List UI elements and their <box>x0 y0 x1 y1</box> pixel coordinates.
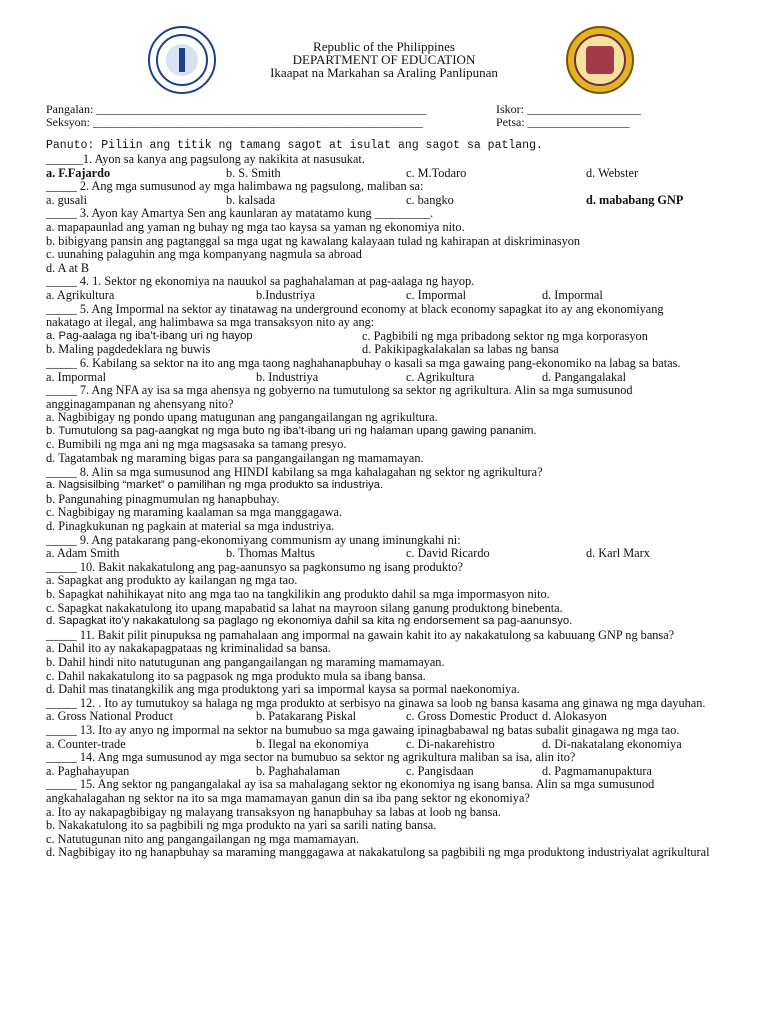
choice-line: c. Sapagkat nakakatulong ito upang mapabatid sa lahat na mayroon silang ganung produktong binebenta. <box>46 600 563 615</box>
choice-option: b. S. Smith <box>226 165 281 180</box>
question-stem: _____ 5. Ang Impormal na sektor ay tinatawag na underground economy at black economy sapagkat ito ay ang ekonomiyang nakatago at ilegal, ang halimbawa sa mga transaksyon nito ay ang: <box>46 301 664 330</box>
choice-row <box>46 738 710 752</box>
choice-line: d. Tagatambak ng maraming bigas para sa pangangailangan ng mamamayan. <box>46 451 424 466</box>
question-stem: _____ 14. Ang mga sumusunod ay mga sector na bumubuo sa sektor ng agrikultura maliban sa isa, alin ito? <box>46 750 576 765</box>
choice-option: a. Gross National Product <box>46 709 174 724</box>
question-stem: _____ 3. Ayon kay Amartya Sen ang kaunlaran ay matatamo kung _________. <box>46 206 434 221</box>
question-stem: _____ 10. Bakit nakakatulong ang pag-aanunsyo sa pagkonsumo ng isang produkto? <box>46 559 463 574</box>
choice-option: c. M.Todaro <box>406 165 467 180</box>
choice-line: c. Bumibili ng mga ani ng mga magsasaka sa tamang presyo. <box>46 437 347 452</box>
choice-line: a. Ito ay nakapagbibigay ng malayang transaksyon ng hanapbuhay sa labas at loob ng bansa. <box>46 804 501 819</box>
choice-line: d. A at B <box>46 260 90 275</box>
choice-line: a. Dahil ito ay nakakapagpataas ng kriminalidad sa bansa. <box>46 641 331 656</box>
choice-row <box>46 167 710 181</box>
seksyon-field[interactable]: Seksyon: _______________________________________________________ <box>46 115 424 129</box>
choice-row <box>46 547 710 561</box>
question-stem: _____ 15. Ang sektor ng pangangalakal ay isa sa mahalagang sektor ng ekonomiya ng isang bansa. Alin sa mga sumusunod angkahalagahan ng sektor na ito sa mga mamamayan ganun din sa iba pang sektor ng ekonomiya? <box>46 777 655 805</box>
choice-option: d. Alokasyon <box>542 709 607 724</box>
question-stem: _____ 2. Ang mga sumusunod ay mga halimbawa ng pagsulong, maliban sa: <box>46 179 424 194</box>
question-stem: _____ 13. Ito ay anyo ng impormal na sektor na bumubuo sa mga gawaing ipinagbabawal ng batas subalit ginagawa ng mga tao. <box>46 722 680 737</box>
question-stem: _____ 6. Kabilang sa sektor na ito ang mga taong naghahanapbuhay o kasali sa mga gawaing pang-ekonomiko na labag sa batas. <box>46 355 681 370</box>
choice-option: a. Agrikultura <box>46 287 115 302</box>
choice-option: c. Gross Domestic Product <box>406 709 538 724</box>
choice-option: a. Paghahayupan <box>46 763 130 778</box>
choice-option: a. Counter-trade <box>46 736 126 751</box>
choice-option: b. Industriya <box>256 369 319 384</box>
choice-option: a. Adam Smith <box>46 546 120 561</box>
choice-line: b. Pangunahing pinagmumulan ng hanapbuhay. <box>46 491 280 506</box>
choice-option: c. Pagbibili ng mga pribadong sektor ng mga korporasyon <box>362 328 648 343</box>
choice-option: d. Webster <box>586 165 639 180</box>
question-list <box>46 153 710 860</box>
choice-row <box>46 343 710 357</box>
choice-row <box>46 765 710 779</box>
choice-line: d. Nagbibigay ito ng hanapbuhay sa maraming manggagawa at nakakatulong sa pagbibili ng mga produktong industriyalat agrikultural <box>46 845 710 860</box>
choice-line: c. Natutugunan nito ang pangangailangan ng mga mamamayan. <box>46 831 360 846</box>
question-stem: _____ 11. Bakit pilit pinupuksa ng pamahalaan ang impormal na gawain kahit ito ay nakakatulong sa kabuuang GNP ng bansa? <box>46 627 675 642</box>
choice-option: b.Industriya <box>256 287 316 302</box>
choice-line: a. Nagsisilbing “market” o pamilihan ng mga produkto sa industriya. <box>46 479 384 492</box>
choice-option: b. Ilegal na ekonomiya <box>256 736 369 751</box>
choice-option: d. Pakikipagkalakalan sa labas ng bansa <box>362 342 559 357</box>
choice-row <box>46 194 710 208</box>
choice-option: b. Maling pagdedeklara ng buwis <box>46 342 211 357</box>
choice-option: a. F.Fajardo <box>46 165 111 180</box>
choice-line: d. Dahil mas tinatangkilik ang mga produktong yari sa impormal kaysa sa pormal naekonomiya. <box>46 682 520 697</box>
choice-line: c. Dahil nakakatulong ito sa pagpasok ng mga produkto mula sa ibang bansa. <box>46 668 426 683</box>
choice-option: d. Impormal <box>542 287 603 302</box>
header-quarter: Ikaapat na Markahan sa Araling Panlipunan <box>270 65 498 80</box>
choice-row <box>46 330 710 344</box>
choice-option: c. Agrikultura <box>406 369 475 384</box>
choice-option: b. Thomas Maltus <box>226 546 315 561</box>
choice-line: b. Tumutulong sa pag-aangkat ng mga buto ng iba’t-ibang uri ng halaman upang gawing pananim. <box>46 424 537 437</box>
iskor-field[interactable]: Iskor: ___________________ <box>496 102 641 116</box>
choice-line: a. Sapagkat ang produkto ay kailangan ng mga tao. <box>46 573 298 588</box>
choice-option: b. kalsada <box>226 192 276 207</box>
choice-line: d. Sapagkat ito’y nakakatulong sa paglago ng ekonomiya dahil sa kita ng endorsement sa pag-aanunsyo. <box>46 615 573 628</box>
choice-line: a. Nagbibigay ng pondo upang matugunan ang pangangailangan ng agrikultura. <box>46 410 438 425</box>
choice-line: b. Dahil hindi nito natutugunan ang pangangailangan ng maraming mamamayan. <box>46 654 445 669</box>
choice-option: c. Pangisdaan <box>406 763 474 778</box>
header-republic: Republic of the Philippines <box>313 39 455 54</box>
choice-line: d. Pinagkukunan ng pagkain at material sa mga industriya. <box>46 519 335 534</box>
choice-option: c. David Ricardo <box>406 546 490 561</box>
choice-row <box>46 371 710 385</box>
choice-line: b. Sapagkat nahihikayat nito ang mga tao na tangkilikin ang produkto dahil sa mga impormasyon nito. <box>46 587 550 601</box>
choice-option: d. Di-nakatalang ekonomiya <box>542 736 682 751</box>
choice-option: b. Patakarang Piskal <box>256 709 357 724</box>
question-stem: _____ 12. . Ito ay tumutukoy sa halaga ng mga produkto at serbisyo na ginawa sa loob ng bansa kasama ang ginawa ng mga dayuhan. <box>46 695 706 710</box>
pangalan-field[interactable]: Pangalan: _______________________________________________________ <box>46 102 427 116</box>
choice-option: d. Karl Marx <box>586 546 650 561</box>
choice-option: a. gusali <box>46 192 87 207</box>
choice-line: c. Nagbibigay ng maraming kaalaman sa mga manggagawa. <box>46 505 343 520</box>
choice-line: b. bibigyang pansin ang pagtanggal sa mga ugat ng kawalang kalayaan tulad ng kahirapan at diskriminasyon <box>46 233 581 248</box>
choice-option: a. Impormal <box>46 369 107 384</box>
choice-line: b. Nakakatulong ito sa pagbibili ng mga produkto na yari sa sarili nating bansa. <box>46 818 437 833</box>
choice-option: b. Paghahalaman <box>256 763 341 778</box>
choice-option: d. Pagmamanupaktura <box>542 763 652 778</box>
choice-option: d. Pangangalakal <box>542 369 627 384</box>
question-stem: _____ 7. Ang NFA ay isa sa mga ahensya ng gobyerno na tumutulong sa sektor ng agrikultura. Alin sa mga sumusunod angginagampanan ng ahensyang nito? <box>46 383 633 411</box>
instructions: Panuto: Piliin ang titik ng tamang sagot at isulat ang sagot sa patlang. <box>46 139 543 152</box>
petsa-field[interactable]: Petsa: _________________ <box>496 115 630 129</box>
question-stem: ______1. Ayon sa kanya ang pagsulong ay nakikita at nasusukat. <box>46 152 365 166</box>
choice-option: d. mababang GNP <box>586 192 684 207</box>
choice-row <box>46 710 710 724</box>
question-stem: _____ 9. Ang patakarang pang-ekonomiyang communism ay unang iminungkahi ni: <box>46 532 461 547</box>
question-stem: _____ 4. 1. Sektor ng ekonomiya na nauukol sa paghahalaman at pag-aalaga ng hayop. <box>46 274 475 289</box>
choice-line: a. mapapaunlad ang yaman ng buhay ng mga tao kaysa sa yaman ng ekonomiya nito. <box>46 219 465 234</box>
choice-option: c. Di-nakarehistro <box>406 736 495 751</box>
choice-row <box>46 289 710 303</box>
choice-line: c. uunahing palaguhin ang mga kompanyang nagmula sa abroad <box>46 247 362 262</box>
choice-option: a. Pag-aalaga ng iba’t-ibang uri ng hayop <box>46 329 253 342</box>
header-department: DEPARTMENT OF EDUCATION <box>292 52 476 67</box>
choice-option: c. Impormal <box>406 287 467 302</box>
question-stem: _____ 8. Alin sa mga sumusunod ang HINDI kabilang sa mga kahalagahan ng sektor ng agrikultura? <box>46 464 543 479</box>
choice-option: c. bangko <box>406 192 454 207</box>
